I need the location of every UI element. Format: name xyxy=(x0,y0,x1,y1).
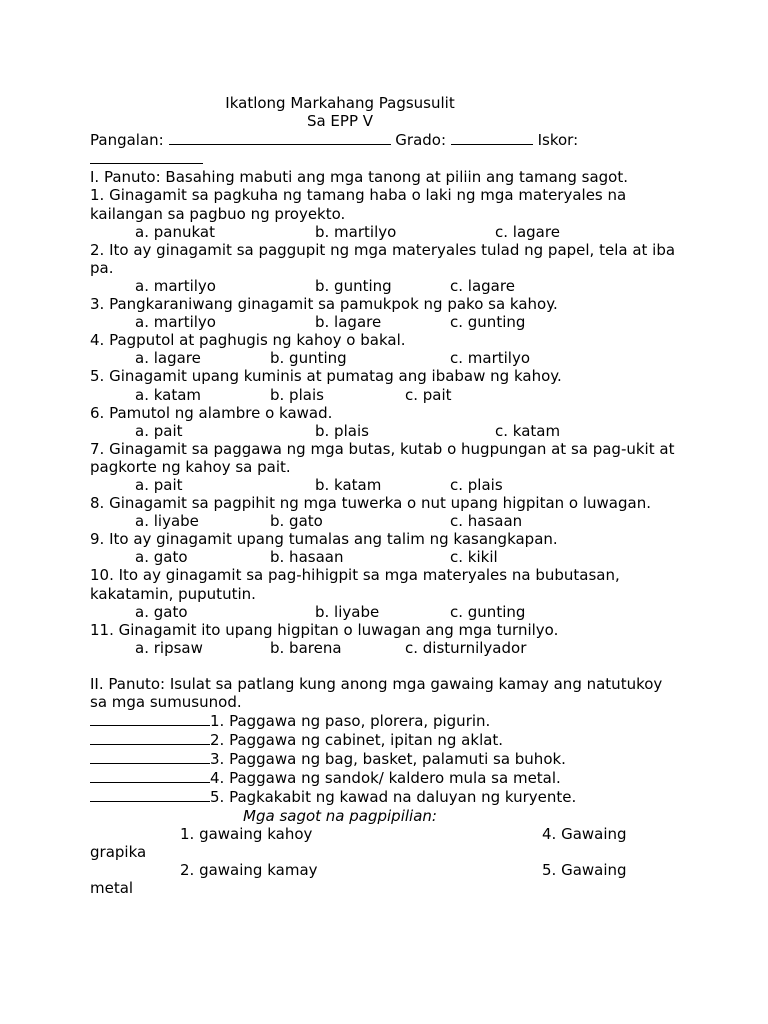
score-label: Iskor: xyxy=(537,131,579,150)
answer-option[interactable]: c. lagare xyxy=(495,222,560,241)
answer-option[interactable]: c. gunting xyxy=(450,602,526,621)
question-item xyxy=(90,621,680,657)
score-field[interactable] xyxy=(90,149,203,164)
fill-in-item xyxy=(90,749,680,768)
answer-option[interactable]: c. disturnilyador xyxy=(405,638,527,657)
grade-field[interactable] xyxy=(451,130,533,145)
question-item xyxy=(90,331,680,367)
answer-blank[interactable] xyxy=(90,711,210,726)
answer-option[interactable]: b. liyabe xyxy=(315,602,380,621)
fill-in-text: 4. Paggawa ng sandok/ kaldero mula sa metal. xyxy=(210,769,561,788)
answer-blank[interactable] xyxy=(90,749,210,764)
question-text: 10. Ito ay ginagamit sa pag-hihigpit sa mga materyales na bubutasan, kakatamin, pupututin. xyxy=(90,566,620,603)
grade-label: Grado: xyxy=(395,131,447,150)
question-text: 3. Pangkaraniwang ginagamit sa pamukpok ng pako sa kahoy. xyxy=(90,295,558,314)
answer-blank[interactable] xyxy=(90,787,210,802)
question-item xyxy=(90,530,680,566)
question-text: 1. Ginagamit sa pagkuha ng tamang haba o laki ng mga materyales na kailangan sa pagbuo ng proyekto. xyxy=(90,186,627,223)
fill-in-list xyxy=(90,711,680,806)
question-text: 6. Pamutol ng alambre o kawad. xyxy=(90,403,333,422)
question-options xyxy=(90,386,680,404)
choice-metal-cont: metal xyxy=(90,878,134,897)
question-options xyxy=(90,422,680,440)
question-text: 5. Ginagamit upang kuminis at pumatag ang ibabaw ng kahoy. xyxy=(90,367,562,386)
name-field[interactable] xyxy=(169,130,391,145)
answer-option[interactable]: c. kikil xyxy=(450,548,498,567)
fill-in-text: 1. Paggawa ng paso, plorera, pigurin. xyxy=(210,712,491,731)
question-options xyxy=(90,639,680,657)
question-options xyxy=(90,548,680,566)
answer-option[interactable]: b. hasaan xyxy=(270,548,344,567)
answer-option[interactable]: a. pait xyxy=(135,475,183,494)
choice-grapika-cont: grapika xyxy=(90,842,147,861)
question-options xyxy=(90,476,680,494)
answer-option[interactable]: a. katam xyxy=(135,385,202,404)
exam-title: Ikatlong Markahang Pagsusulit xyxy=(225,94,455,112)
answer-option[interactable]: a. ripsaw xyxy=(135,638,203,657)
fill-in-item xyxy=(90,711,680,730)
question-item xyxy=(90,494,680,530)
answer-option[interactable]: b. gunting xyxy=(270,349,347,368)
answer-blank[interactable] xyxy=(90,730,210,745)
choices-row-1 xyxy=(90,825,680,843)
question-text: 7. Ginagamit sa paggawa ng mga butas, kutab o hugpungan at sa pag-ukit at pagkorte ng kahoy sa pait. xyxy=(90,439,675,476)
fill-in-text: 2. Paggawa ng cabinet, ipitan ng aklat. xyxy=(210,731,504,750)
answer-option[interactable]: b. gato xyxy=(270,512,323,531)
question-options xyxy=(90,512,680,530)
choice-gawaing-grapika: 4. Gawaing xyxy=(542,824,627,843)
choice-gawaing-kamay: 2. gawaing kamay xyxy=(180,860,318,879)
question-text: 8. Ginagamit sa pagpihit ng mga tuwerka o nut upang higpitan o luwagan. xyxy=(90,494,651,513)
score-field-row xyxy=(90,149,680,168)
question-text: 2. Ito ay ginagamit sa paggupit ng mga materyales tulad ng papel, tela at iba pa. xyxy=(90,240,676,277)
answer-option[interactable]: b. barena xyxy=(270,638,342,657)
answer-option[interactable]: a. gato xyxy=(135,548,188,567)
question-options xyxy=(90,223,680,241)
answer-option[interactable]: a. martilyo xyxy=(135,313,216,332)
answer-option[interactable]: c. katam xyxy=(495,421,561,440)
choice-gawaing-kahoy: 1. gawaing kahoy xyxy=(180,824,313,843)
question-options xyxy=(90,349,680,367)
answer-blank[interactable] xyxy=(90,768,210,783)
answer-option[interactable]: a. pait xyxy=(135,421,183,440)
fill-in-text: 5. Pagkakabit ng kawad na daluyan ng kuryente. xyxy=(210,788,577,807)
question-list xyxy=(90,186,680,656)
choice-gawaing-metal: 5. Gawaing xyxy=(542,860,627,879)
question-text: 9. Ito ay ginagamit upang tumalas ang talim ng kasangkapan. xyxy=(90,530,558,549)
part2-instruction: II. Panuto: Isulat sa patlang kung anong mga gawaing kamay ang natutukoy sa mga sumusunod. xyxy=(90,674,663,711)
question-options xyxy=(90,313,680,331)
question-item xyxy=(90,241,680,295)
question-options xyxy=(90,603,680,621)
exam-subtitle: Sa EPP V xyxy=(306,112,374,131)
question-item xyxy=(90,186,680,240)
fill-in-item xyxy=(90,787,680,806)
answer-option[interactable]: b. lagare xyxy=(315,313,382,332)
answer-option[interactable]: c. hasaan xyxy=(450,512,523,531)
exam-document xyxy=(90,94,680,897)
spacer xyxy=(90,657,680,675)
part1-instruction: I. Panuto: Basahing mabuti ang mga tanong at piliin ang tamang sagot. xyxy=(90,168,628,187)
question-item xyxy=(90,404,680,440)
answer-option[interactable]: c. plais xyxy=(450,475,503,494)
answer-option[interactable]: a. panukat xyxy=(135,222,215,241)
choices-row-2 xyxy=(90,861,680,879)
answer-option[interactable]: b. katam xyxy=(315,475,382,494)
answer-option[interactable]: a. liyabe xyxy=(135,512,199,531)
question-item xyxy=(90,440,680,494)
question-item xyxy=(90,295,680,331)
answer-option[interactable]: b. gunting xyxy=(315,276,392,295)
question-text: 11. Ginagamit ito upang higpitan o luwagan ang mga turnilyo. xyxy=(90,620,559,639)
answer-option[interactable]: b. martilyo xyxy=(315,222,397,241)
choices-title: Mga sagot na pagpipilian: xyxy=(243,806,437,825)
answer-option[interactable]: c. martilyo xyxy=(450,349,531,368)
fill-in-text: 3. Paggawa ng bag, basket, palamuti sa buhok. xyxy=(210,750,566,769)
answer-option[interactable]: a. martilyo xyxy=(135,276,216,295)
answer-option[interactable]: c. lagare xyxy=(450,276,515,295)
question-item xyxy=(90,367,680,403)
name-label: Pangalan: xyxy=(90,131,164,150)
question-options xyxy=(90,277,680,295)
answer-option[interactable]: a. gato xyxy=(135,602,188,621)
question-item xyxy=(90,566,680,620)
fill-in-item xyxy=(90,730,680,749)
info-line xyxy=(90,130,680,149)
answer-option[interactable]: c. pait xyxy=(405,385,452,404)
question-text: 4. Pagputol at paghugis ng kahoy o bakal. xyxy=(90,331,406,350)
answer-option[interactable]: c. gunting xyxy=(450,313,526,332)
answer-option[interactable]: a. lagare xyxy=(135,349,201,368)
answer-option[interactable]: b. plais xyxy=(315,421,369,440)
fill-in-item xyxy=(90,768,680,787)
answer-option[interactable]: b. plais xyxy=(270,385,324,404)
